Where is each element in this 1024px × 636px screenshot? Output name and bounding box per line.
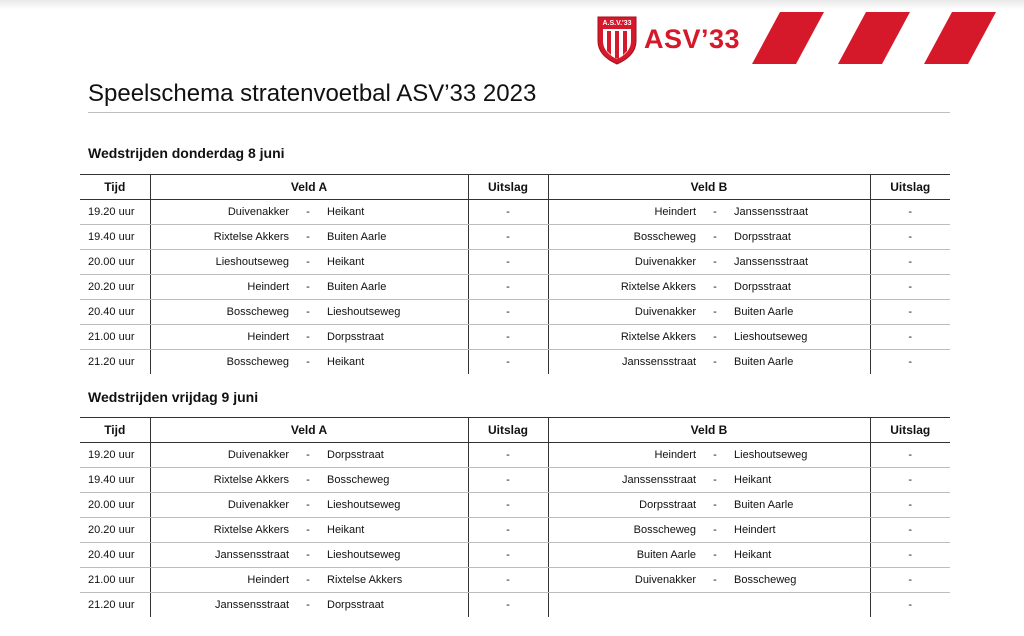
field-a-away-team: Buiten Aarle [323,275,468,300]
field-b-separator [700,593,730,618]
field-b-home-team: Dorpsstraat [548,493,700,518]
field-a-result: - [468,350,548,375]
field-b-separator: - [700,443,730,468]
match-time: 20.00 uur [80,250,150,275]
table-row [80,593,950,618]
field-b-away-team [730,593,870,618]
field-a-home-team: Janssensstraat [150,593,293,618]
field-a-result: - [468,593,548,618]
field-b-result: - [870,568,950,593]
field-b-result: - [870,350,950,375]
table-row [80,300,950,325]
field-b-result: - [870,468,950,493]
viewer-top-shadow [0,0,1024,10]
section-heading-day-2: Wedstrijden vrijdag 9 juni [88,389,259,405]
field-a-result: - [468,250,548,275]
field-b-separator: - [700,568,730,593]
col-header-result-b: Uitslag [870,418,950,443]
field-b-away-team: Lieshoutseweg [730,443,870,468]
col-header-field-b: Veld B [548,175,870,200]
field-a-result: - [468,468,548,493]
field-a-separator: - [293,250,323,275]
field-b-away-team: Buiten Aarle [734,356,794,368]
table-row [80,568,950,593]
field-a-home-team: Heindert [150,568,293,593]
field-b-away-team: Heikant [730,543,870,568]
table-row [80,543,950,568]
field-a-away-team: Heikant [327,356,365,368]
field-a-separator: - [293,493,323,518]
match-time: 19.20 uur [80,200,150,225]
table-row [80,350,950,375]
table-row [80,200,950,225]
field-a-result: - [468,200,548,225]
field-b-away-team: Janssensstraat [730,250,870,275]
field-b-separator: - [700,493,730,518]
field-a-separator: - [293,225,323,250]
field-b-result: - [870,518,950,543]
field-a-separator: - [293,443,323,468]
field-b-result: - [870,275,950,300]
table-row [80,443,950,468]
field-b-home-team: Heindert [548,443,700,468]
field-b-result: - [870,325,950,350]
field-b-home-team: Janssensstraat [548,468,700,493]
col-header-time: Tijd [80,418,150,443]
field-a-home-team: Lieshoutseweg [150,250,293,275]
field-b-separator: - [700,325,730,350]
field-a-home-team: Rixtelse Akkers [150,468,293,493]
section-heading-day-1: Wedstrijden donderdag 8 juni [88,145,285,161]
field-b-home-team: Bosscheweg [548,225,700,250]
field-a-away-team: Dorpsstraat [323,325,468,350]
svg-text:A.S.V.'33: A.S.V.'33 [602,20,632,27]
field-a-result: - [468,568,548,593]
field-a-away-team: Heikant [323,200,468,225]
col-header-result-b: Uitslag [870,175,950,200]
field-a-separator: - [293,468,323,493]
match-time: 20.00 uur [80,493,150,518]
field-a-away-team: Lieshoutseweg [323,543,468,568]
field-a-separator: - [306,599,310,611]
table-row [80,468,950,493]
field-b-result: - [870,543,950,568]
schedule-table-day-1 [80,174,950,374]
field-a-home-team: Duivenakker [150,493,293,518]
match-time: 19.40 uur [80,225,150,250]
match-time: 19.40 uur [80,468,150,493]
field-b-result: - [870,225,950,250]
table-row [80,250,950,275]
field-b-separator: - [700,300,730,325]
field-a-result: - [468,300,548,325]
field-b-away-team: Lieshoutseweg [730,325,870,350]
brand-stripes [752,12,1002,66]
col-header-field-b: Veld B [548,418,870,443]
field-a-away-team: Lieshoutseweg [323,493,468,518]
field-b-result: - [870,493,950,518]
page-title: Speelschema stratenvoetbal ASV’33 2023 [88,80,537,107]
field-a-separator: - [293,568,323,593]
field-a-home-team: Rixtelse Akkers [150,225,293,250]
match-time: 19.20 uur [80,443,150,468]
field-a-away-team: Heikant [323,250,468,275]
field-a-home-team: Rixtelse Akkers [150,518,293,543]
match-time: 21.20 uur [88,356,135,368]
field-a-result: - [468,493,548,518]
field-a-home-team: Bosscheweg [150,300,293,325]
table-row [80,518,950,543]
field-b-away-team: Heindert [730,518,870,543]
field-b-home-team: Bosscheweg [548,518,700,543]
table-row [80,225,950,250]
field-a-away-team: Buiten Aarle [323,225,468,250]
field-a-away-team: Bosscheweg [323,468,468,493]
field-a-separator: - [293,518,323,543]
field-a-result: - [468,325,548,350]
field-b-result: - [870,250,950,275]
field-a-home-team: Duivenakker [150,443,293,468]
field-a-home-team: Heindert [150,325,293,350]
title-divider [88,112,950,113]
field-b-home-team: Heindert [548,200,700,225]
field-b-home-team: Duivenakker [548,250,700,275]
field-b-separator: - [700,250,730,275]
match-time: 20.20 uur [80,518,150,543]
field-b-away-team: Dorpsstraat [730,275,870,300]
field-a-home-team: Bosscheweg [150,350,293,375]
field-b-home-team: Duivenakker [548,300,700,325]
field-b-away-team: Bosscheweg [730,568,870,593]
field-b-separator: - [700,275,730,300]
field-a-separator: - [306,356,310,368]
field-a-result: - [468,275,548,300]
table-row [80,325,950,350]
field-b-result: - [870,593,950,618]
match-time: 21.00 uur [80,325,150,350]
col-header-field-a: Veld A [150,418,468,443]
table-body [80,443,950,618]
field-a-away-team: Dorpsstraat [327,599,384,611]
schedule-table-day-2 [80,417,950,617]
field-a-away-team: Heikant [323,518,468,543]
match-time: 20.20 uur [80,275,150,300]
field-b-away-team: Buiten Aarle [730,300,870,325]
field-b-separator: - [700,200,730,225]
table-body [80,200,950,375]
match-time: 20.40 uur [80,300,150,325]
field-b-result: - [870,200,950,225]
field-b-separator: - [700,468,730,493]
field-b-separator: - [700,518,730,543]
field-a-separator: - [293,325,323,350]
field-a-separator: - [293,543,323,568]
table-row [80,493,950,518]
field-a-result: - [468,543,548,568]
header-row [80,175,950,200]
field-a-away-team: Rixtelse Akkers [323,568,468,593]
field-b-result: - [870,300,950,325]
field-b-home-team [548,593,700,618]
field-b-separator: - [700,543,730,568]
field-b-result: - [870,443,950,468]
club-logo [596,12,740,66]
field-b-separator: - [700,225,730,250]
col-header-result-a: Uitslag [468,418,548,443]
field-b-away-team: Heikant [730,468,870,493]
header-row [80,418,950,443]
field-a-result: - [468,443,548,468]
field-b-home-team: Janssensstraat [548,350,700,375]
club-logo-text: ASV’33 [644,23,741,54]
field-a-separator: - [293,275,323,300]
field-a-away-team: Lieshoutseweg [323,300,468,325]
field-b-away-team: Janssensstraat [730,200,870,225]
match-time: 21.00 uur [80,568,150,593]
field-a-separator: - [293,200,323,225]
field-a-away-team: Dorpsstraat [323,443,468,468]
field-b-away-team: Buiten Aarle [730,493,870,518]
field-b-home-team: Duivenakker [548,568,700,593]
field-a-result: - [468,518,548,543]
field-a-result: - [468,225,548,250]
field-a-home-team: Heindert [150,275,293,300]
field-b-home-team: Rixtelse Akkers [548,325,700,350]
field-a-home-team: Duivenakker [150,200,293,225]
col-header-result-a: Uitslag [468,175,548,200]
field-b-away-team: Dorpsstraat [730,225,870,250]
field-b-separator: - [713,356,717,368]
field-b-home-team: Buiten Aarle [548,543,700,568]
field-b-home-team: Rixtelse Akkers [548,275,700,300]
col-header-field-a: Veld A [150,175,468,200]
match-time: 20.40 uur [80,543,150,568]
col-header-time: Tijd [80,175,150,200]
table-row [80,275,950,300]
field-a-separator: - [293,300,323,325]
club-shield-icon [596,13,638,65]
match-time: 21.20 uur [88,599,135,611]
field-a-home-team: Janssensstraat [150,543,293,568]
